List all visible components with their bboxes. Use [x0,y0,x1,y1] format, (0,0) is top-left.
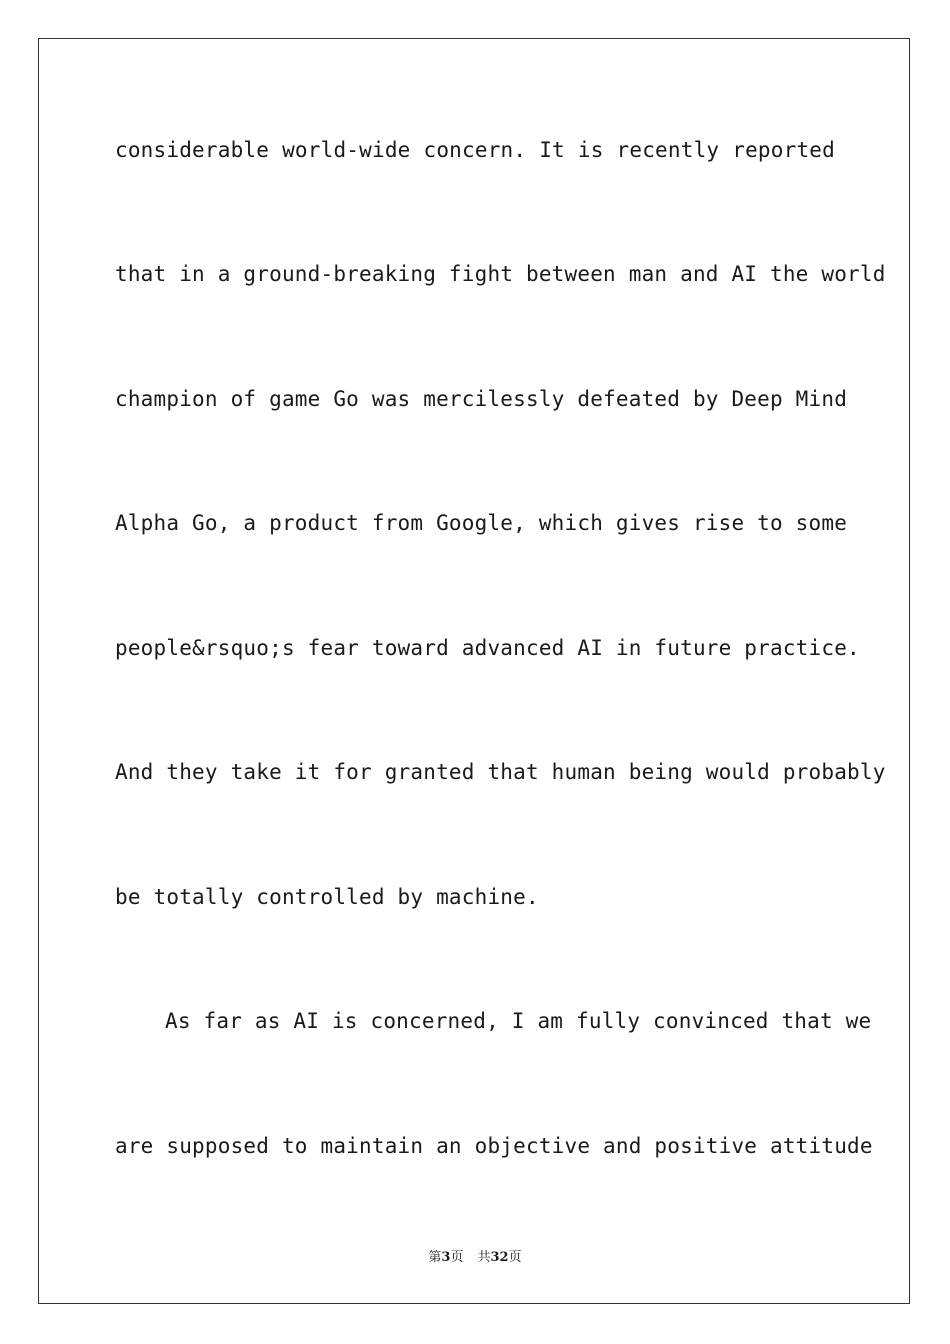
text-line-1: considerable world-wide concern. It is recently reported [115,138,835,162]
footer-page-prefix: 第 [428,1250,442,1265]
text-line-3: champion of game Go was mercilessly defeated by Deep Mind [115,387,848,411]
footer-total-prefix: 共 [477,1250,491,1265]
text-line-2: that in a ground-breaking fight between man and AI the world [115,262,886,286]
text-line-8: As far as AI is concerned, I am fully convinced that we [165,1009,872,1033]
page-border [38,38,910,1304]
text-line-9: are supposed to maintain an objective and positive attitude [115,1134,873,1158]
text-line-7: be totally controlled by machine. [115,885,539,909]
text-line-4: Alpha Go, a product from Google, which gives rise to some [115,511,848,535]
text-line-5: people&rsquo;s fear toward advanced AI in future practice. [115,636,860,660]
footer-page-number: 3 [441,1250,451,1265]
page-footer [0,1246,950,1265]
footer-total-pages: 32 [490,1250,509,1265]
footer-page-suffix: 页 [450,1250,464,1265]
text-line-6: And they take it for granted that human being would probably [115,760,886,784]
footer-total-suffix: 页 [508,1250,522,1265]
